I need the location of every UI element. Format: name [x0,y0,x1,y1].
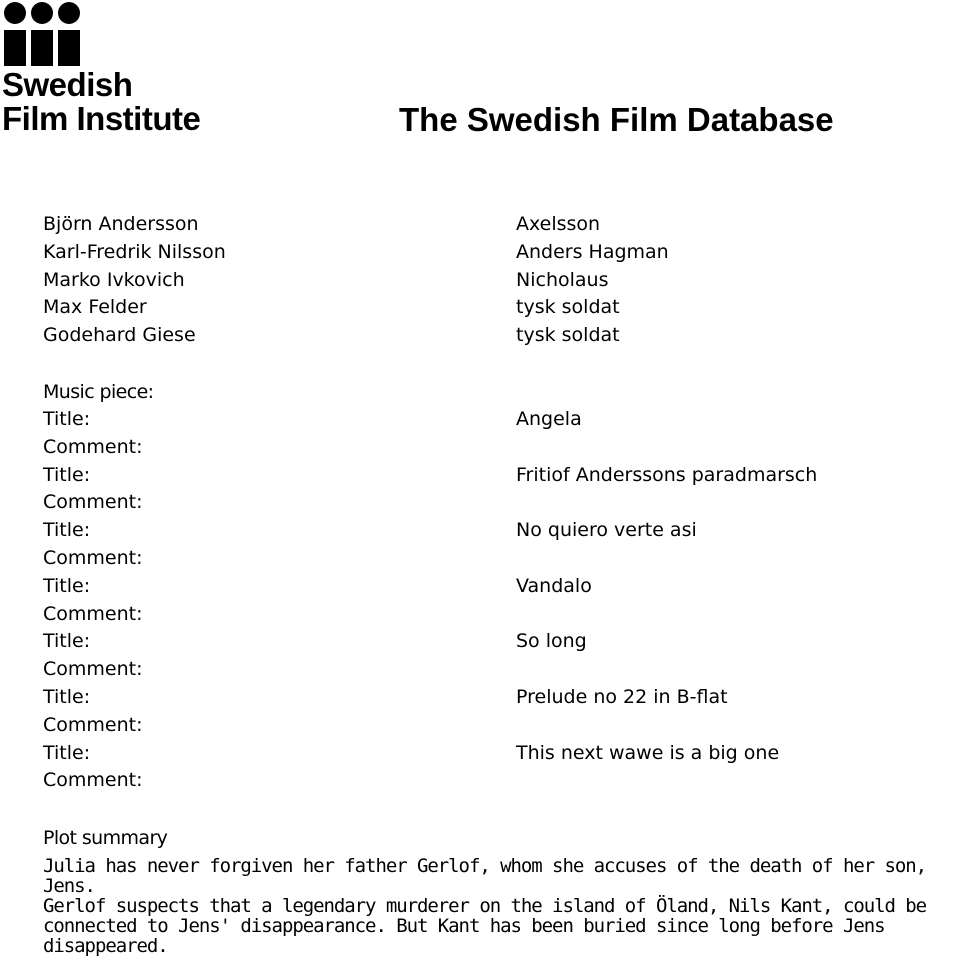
cast-role: tysk soldat [516,324,620,347]
music-title-label: Title: [43,519,91,542]
cast-actor: Max Felder [43,296,147,319]
music-piece-comment [516,656,817,684]
cast-role: Axelsson [516,213,601,235]
plot-heading: Plot summary [43,827,168,849]
music-piece-comment [516,545,817,573]
cast-role: Nicholaus [516,268,609,291]
music-piece-title: This next wawe is a big one [516,741,780,764]
cast-actor: Björn Andersson [43,213,199,235]
music-piece-title: Fritiof Anderssons paradmarsch [516,463,818,486]
plot-line: connected to Jens' disappearance. But Kant has been buried since long before Jens [43,915,885,937]
music-comment-label: Comment: [43,658,143,681]
cast-role: tysk soldat [516,296,620,319]
music-comment-label: Comment: [43,435,143,458]
swedish-film-institute-logo [0,0,215,140]
cast-actor: Karl-Fredrik Nilsson [43,240,226,263]
music-piece-title: Angela [516,408,582,430]
logo-line-2: Film Institute [2,100,201,137]
music-title-label: Title: [43,741,91,764]
music-title-label: Title: [43,408,91,430]
music-title-label: Title: [43,574,91,597]
cast-role: Anders Hagman [516,240,669,263]
music-piece-title: Vandalo [516,574,592,597]
music-comment-label: Comment: [43,546,143,569]
logo-line-1: Swedish [2,66,133,103]
music-title-label: Title: [43,463,91,486]
plot-summary [43,856,948,956]
cast-roles [516,211,669,350]
music-piece-comment [516,712,817,740]
plot-line: Gerlof suspects that a legendary murderer on the island of Öland, Nils Kant, could be [43,895,927,917]
cast-actors [43,211,226,350]
music-piece-comment [516,434,817,462]
music-piece-title: No quiero verte asi [516,519,697,542]
music-labels [43,406,143,795]
music-title-label: Title: [43,685,91,708]
music-comment-label: Comment: [43,769,143,792]
cast-actor: Marko Ivkovich [43,268,185,291]
music-title-label: Title: [43,630,91,653]
cast-actor: Godehard Giese [43,324,196,347]
music-piece-title: So long [516,630,587,653]
music-piece-comment [516,767,817,795]
logo-wordmark [2,68,200,136]
music-values [516,406,817,795]
plot-line: disappeared. [43,935,168,957]
music-heading: Music piece: [43,381,154,403]
music-piece-comment [516,489,817,517]
music-comment-label: Comment: [43,491,143,514]
music-piece-title: Prelude no 22 in B-flat [516,685,728,708]
music-comment-label: Comment: [43,602,143,625]
plot-line: Julia has never forgiven her father Gerlof, whom she accuses of the death of her son, Jens. [43,855,927,897]
page-title: The Swedish Film Database [399,101,834,138]
music-comment-label: Comment: [43,713,143,736]
music-piece-comment [516,601,817,629]
